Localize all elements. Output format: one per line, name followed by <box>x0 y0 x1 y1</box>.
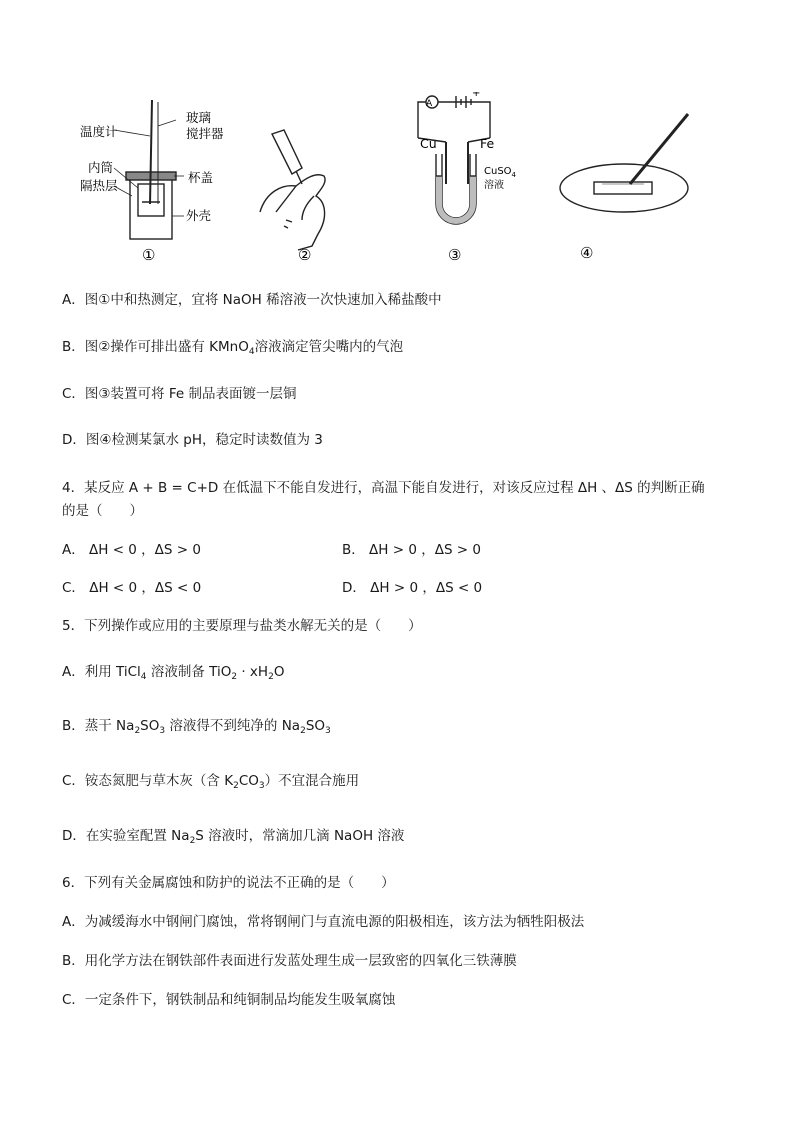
q4-option-d: D． ΔH > 0 ，ΔS < 0 <box>342 580 483 596</box>
polarity-plus: + <box>472 92 481 99</box>
q5-option-c: C．铵态氮肥与草木灰（含 $K_2CO_3$）不宜混合施用 <box>62 773 360 791</box>
q5-option-d: D．在实验室配置 $Na_2S$ 溶液时，常滴加几滴 NaOH 溶液 <box>62 828 405 846</box>
q3-option-c: C．图③装置可将 Fe 制品表面镀一层铜 <box>62 386 297 402</box>
label-insulation: 隔热层 <box>80 178 118 193</box>
q6-option-a: A．为减缓海水中钢闸门腐蚀，常将钢闸门与直流电源的阳极相连，该方法为牺牲阳极法 <box>62 914 585 930</box>
label-thermometer: 温度计 <box>80 124 118 139</box>
q5-option-b: B．蒸干 $Na_2SO_3$ 溶液得不到纯净的 $Na_2SO_3$ <box>62 718 331 736</box>
ph-test-figure <box>560 114 688 212</box>
experiment-figures <box>70 92 710 270</box>
q5-option-a: A．利用 TiCl$_4$ 溶液制备 $TiO_2 \cdot xH_2O$ <box>62 664 285 682</box>
q3-option-a: A．图①中和热测定，宜将 NaOH 稀溶液一次快速加入稀盐酸中 <box>62 292 442 308</box>
figure-number-1: ① <box>142 246 156 264</box>
q6-option-b: B．用化学方法在钢铁部件表面进行发蓝处理生成一层致密的四氧化三铁薄膜 <box>62 953 517 969</box>
q6-option-c: C．一定条件下，钢铁制品和纯铜制品均能发生吸氧腐蚀 <box>62 992 396 1008</box>
figure-number-2: ② <box>298 246 312 264</box>
q3-option-b: B．图②操作可排出盛有 KMnO$_4$溶液滴定管尖嘴内的气泡 <box>62 339 404 357</box>
calorimeter-figure <box>114 100 184 239</box>
burette-hand-figure <box>260 130 325 250</box>
label-ammeter: A <box>426 99 433 109</box>
label-shell: 外壳 <box>186 208 212 223</box>
q4-option-a: A． ΔH < 0 ，ΔS > 0 <box>62 542 201 558</box>
label-stirrer: 搅拌器 <box>186 126 224 141</box>
label-lid: 杯盖 <box>188 170 214 185</box>
label-cuso4: CuSO$_4$ <box>484 166 517 179</box>
q4-option-c: C． ΔH < 0 ，ΔS < 0 <box>62 580 202 596</box>
figure-number-3: ③ <box>448 246 462 264</box>
q3-option-d: D．图④检测某氯水 pH，稳定时读数值为 3 <box>62 432 323 448</box>
q6-stem: 6．下列有关金属腐蚀和防护的说法不正确的是（ ） <box>62 875 395 891</box>
q4-option-b: B． ΔH > 0 ，ΔS > 0 <box>342 542 482 558</box>
electroplating-figure <box>418 96 490 224</box>
q4-stem-line-1: 4．某反应 A + B = C+D 在低温下不能自发进行，高温下能自发进行，对该反应过程 ΔH 、ΔS 的判断正确 <box>62 480 705 496</box>
label-solution: 溶液 <box>484 180 504 191</box>
q5-stem: 5．下列操作或应用的主要原理与盐类水解无关的是（ ） <box>62 618 422 634</box>
q4-stem-line-2: 的是（ ） <box>62 503 143 519</box>
label-glass: 玻璃 <box>186 110 212 125</box>
label-fe: Fe <box>480 136 495 151</box>
label-cu: Cu <box>420 136 437 151</box>
figures-svg <box>70 92 710 270</box>
figure-number-4: ④ <box>580 244 594 262</box>
label-inner-cylinder: 内筒 <box>88 160 114 175</box>
